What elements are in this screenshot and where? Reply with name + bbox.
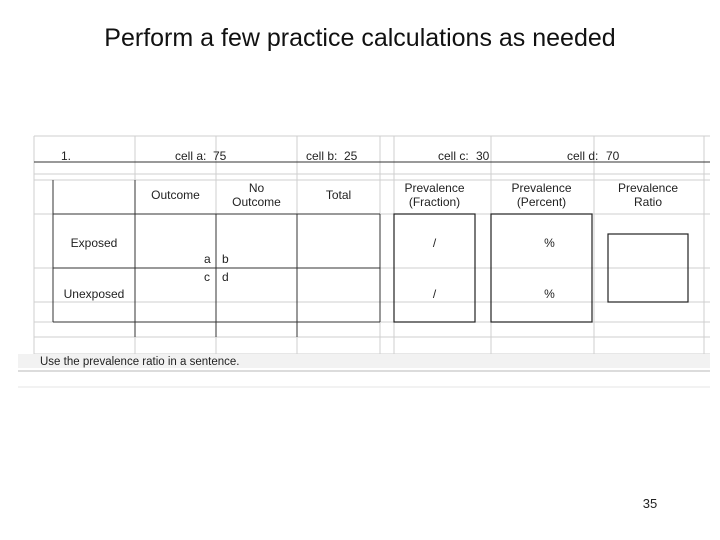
header-prevalence-percent-line1: Prevalence (511, 181, 572, 195)
header-prevalence-ratio-line1: Prevalence (617, 181, 679, 195)
cell-c-label: cell c: (438, 149, 469, 163)
cell-letter-c: c (204, 270, 210, 284)
cell-a-value: 75 (213, 149, 227, 163)
cell-b-value: 25 (344, 149, 358, 163)
header-prevalence-percent-line2: (Percent) (516, 195, 567, 209)
exposed-percent-sign: % (544, 236, 555, 250)
cell-d-label: cell d: (567, 149, 599, 163)
row-label-unexposed: Unexposed (63, 287, 125, 301)
prevalence-ratio-answer-box (608, 234, 688, 302)
spreadsheet-screenshot (18, 128, 710, 390)
header-prevalence-fraction-line1: Prevalence (404, 181, 465, 195)
exposed-fraction-slash: / (432, 236, 437, 250)
header-prevalence-fraction-line2: (Fraction) (408, 195, 461, 209)
slide-title: Perform a few practice calculations as needed (104, 24, 616, 52)
cell-letter-a: a (204, 252, 211, 266)
problem-number: 1. (61, 149, 72, 163)
spreadsheet-gridlines (18, 128, 710, 390)
header-total: Total (325, 188, 352, 202)
header-no-outcome-line2: Outcome (232, 195, 281, 209)
cell-letter-b: b (222, 252, 229, 266)
sentence-prompt: Use the prevalence ratio in a sentence. (40, 356, 240, 368)
cell-c-value: 30 (476, 149, 490, 163)
unexposed-percent-sign: % (544, 287, 555, 301)
unexposed-fraction-slash: / (432, 287, 437, 301)
cell-a-label: cell a: (175, 149, 207, 163)
header-outcome: Outcome (151, 188, 200, 202)
page-number: 35 (642, 496, 658, 511)
header-prevalence-ratio-line2: Ratio (633, 195, 662, 209)
cell-d-value: 70 (606, 149, 620, 163)
cell-letter-d: d (222, 270, 229, 284)
cell-b-label: cell b: (306, 149, 338, 163)
header-no-outcome-line1: No (248, 181, 265, 195)
row-label-exposed: Exposed (70, 236, 118, 250)
